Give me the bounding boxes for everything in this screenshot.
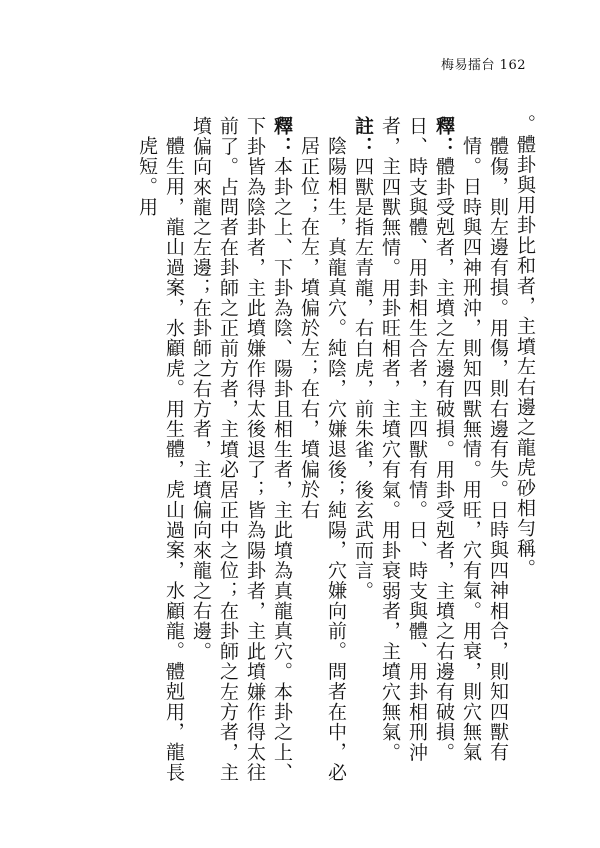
running-header bbox=[441, 54, 526, 73]
explanation-1-text: 體卦受剋者，主墳之左邊有破損。用卦受剋者，主墳之右邊有破損。日、時支與體、用卦相生合者，主四獸有情。日、時支與體、用卦相刑沖者，主四獸無情。用卦旺相者，主墳穴有氣。用卦衰弱者，主墳穴無氣。 bbox=[379, 116, 455, 763]
paragraph-verse-4 bbox=[133, 136, 187, 796]
paragraph-explanation-1 bbox=[349, 116, 457, 796]
book-title: 梅易擂台 bbox=[441, 58, 496, 73]
paragraph-verse-3 bbox=[295, 136, 349, 796]
explanation-1-label: 釋： bbox=[433, 116, 455, 157]
explanation-2-text: 本卦之上、下卦為陰、陽卦且相生者，主此墳為真龍真穴。本卦之上、下卦皆為陰卦者，主此墳嫌作得太後退了；皆為陽卦者，主此墳嫌作得太往前了。占問者在卦師之正前方者，主墳必居正中之位；在卦師之左方者，主墳偏向來龍之左邊；在卦師之右方者，主墳偏向來龍之右邊。 bbox=[190, 116, 293, 783]
verse-3-text: 陰陽相生，真龍真穴。純陰，穴嫌退後；純陽，穴嫌向前。問者在中，必居正位；在左，墳偏於左；在右，墳偏於右 bbox=[298, 136, 347, 783]
note-label: 註： bbox=[352, 116, 374, 157]
paragraph-verse-1 bbox=[511, 114, 538, 796]
verse-4-text: 體生用，龍山過案，水顧虎。用生體，虎山過案，水顧龍。體剋用，龍長虎短。用 bbox=[136, 136, 185, 783]
page-number: 162 bbox=[499, 58, 526, 73]
vertical-body-text bbox=[58, 96, 538, 796]
paragraph-verse-2 bbox=[457, 136, 511, 796]
explanation-2-label: 釋： bbox=[271, 116, 293, 157]
paragraph-explanation-2 bbox=[187, 116, 295, 796]
verse-1-text: 。體卦與用卦比和者，主墳左右邊之龍虎砂相勻稱。 bbox=[514, 114, 536, 579]
note-text: 四獸是指左青龍，右白虎，前朱雀，後玄武而言。 bbox=[352, 156, 374, 601]
verse-2-text: 體傷，則左邊有損。用傷，則右邊有失。日時與四神相合，則知四獸有情。日時與四神刑沖，則知四獸無情。用旺，穴有氣。用衰，則穴無氣 bbox=[460, 136, 509, 763]
